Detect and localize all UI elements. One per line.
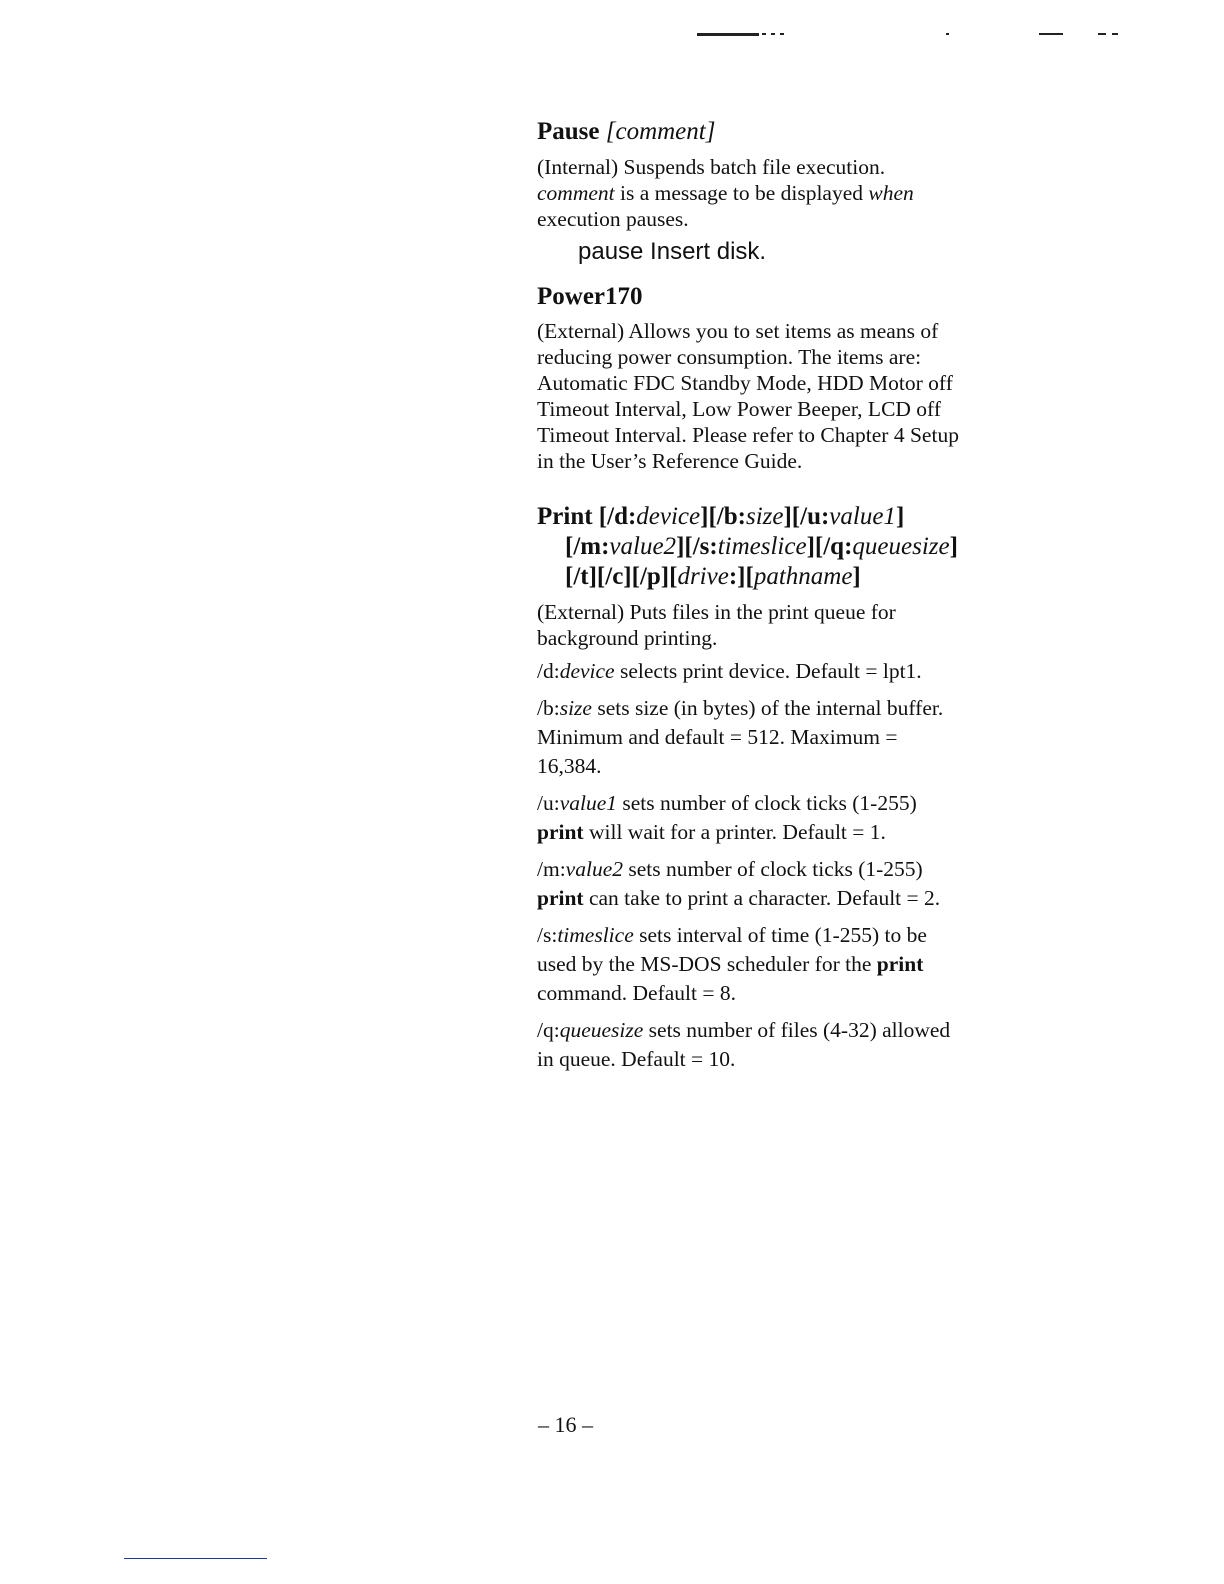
- print-description: (External) Puts files in the print queue for background printing.: [537, 600, 896, 650]
- power170-title: Power170: [537, 283, 643, 310]
- power170-entry: [537, 282, 1077, 474]
- footer-rule: [124, 1558, 267, 1559]
- pause-description: (Internal) Suspends batch file execution. comment is a message to be displayed when execution pauses.: [537, 155, 914, 231]
- scan-mark: [1098, 33, 1106, 35]
- pause-entry: [537, 117, 1077, 266]
- print-option-d: /d:device selects print device. Default = lpt1.: [537, 659, 922, 683]
- page-number: – 16 –: [538, 1412, 593, 1437]
- scan-mark: [946, 33, 949, 35]
- pause-example: pause Insert disk.: [578, 238, 767, 265]
- print-option-q: /q:queuesize sets number of files (4-32) allowed in queue. Default = 10.: [537, 1018, 951, 1071]
- scan-mark: [780, 33, 784, 35]
- print-option-u: /u:value1 sets number of clock ticks (1-255) print will wait for a printer. Default = 1.: [537, 791, 917, 844]
- print-option-s: /s:timeslice sets interval of time (1-255) to be used by the MS-DOS scheduler for the print command. Default = 8.: [537, 923, 927, 1005]
- scan-mark: [697, 33, 759, 36]
- scan-mark: [762, 33, 766, 35]
- scan-mark: [1039, 33, 1063, 35]
- print-syntax: Print [/d:device][/b:size][/u:value1] [/m:value2][/s:timeslice][/q:queuesize] [/t][/c][/p][drive:][pathname]: [537, 503, 958, 590]
- print-entry: [537, 502, 1077, 1074]
- scan-mark: [1112, 33, 1118, 35]
- print-option-m: /m:value2 sets number of clock ticks (1-255) print can take to print a character. Default = 2.: [537, 857, 941, 910]
- print-option-b: /b:size sets size (in bytes) of the internal buffer. Minimum and default = 512. Maximum = 16,384.: [537, 696, 944, 778]
- pause-title: Pause [comment]: [537, 118, 716, 145]
- power170-description: (External) Allows you to set items as means of reducing power consumption. The items are: Automatic FDC Standby Mode, HDD Motor off Timeout Interval, Low Power Beeper, LCD off Timeout Interval. Please refer to Chapter 4 Setup in the User’s Reference Guide.: [537, 319, 959, 473]
- scan-mark: [771, 33, 775, 35]
